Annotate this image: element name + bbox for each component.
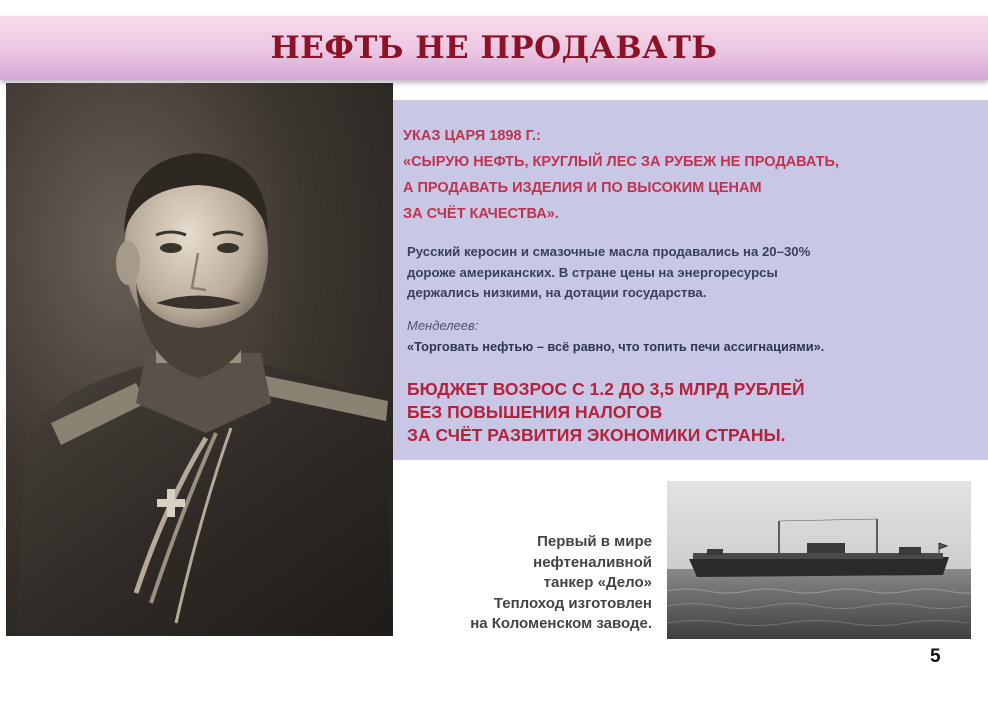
caption-line: на Коломенском заводе. xyxy=(470,615,652,632)
prices-line: Русский керосин и смазочные масла продавались на 20–30% xyxy=(407,244,811,259)
budget-line: БЕЗ ПОВЫШЕНИЯ НАЛОГОВ xyxy=(407,402,663,422)
title-bar xyxy=(0,16,988,80)
prices-text xyxy=(407,242,982,304)
decree-text xyxy=(403,123,983,227)
mendeleev-quote: «Торговать нефтью – всё равно, что топить печи ассигнациями». xyxy=(407,339,825,354)
caption-line: нефтеналивной xyxy=(533,553,652,571)
portrait-photo xyxy=(6,83,393,636)
decree-line: УКАЗ ЦАРЯ 1898 Г.: xyxy=(403,128,541,144)
tanker-photo xyxy=(667,481,971,639)
prices-line: держались низкими, на дотации государства. xyxy=(407,285,707,300)
mendeleev-label: Менделеев: xyxy=(407,318,479,333)
budget-text xyxy=(407,378,982,447)
budget-line: ЗА СЧЁТ РАЗВИТИЯ ЭКОНОМИКИ СТРАНЫ. xyxy=(407,425,786,445)
caption-line: Теплоход изготовлен xyxy=(493,594,652,612)
decree-line: ЗА СЧЁТ КАЧЕСТВА». xyxy=(403,206,559,222)
budget-line: БЮДЖЕТ ВОЗРОС С 1.2 ДО 3,5 МЛРД РУБЛЕЙ xyxy=(407,379,805,399)
page-number: 5 xyxy=(930,646,941,667)
decree-line: А ПРОДАВАТЬ ИЗДЕЛИЯ И ПО ВЫСОКИМ ЦЕНАМ xyxy=(403,180,762,196)
tanker-caption xyxy=(395,532,652,635)
decree-line: «СЫРУЮ НЕФТЬ, КРУГЛЫЙ ЛЕС ЗА РУБЕЖ НЕ ПРОДАВАТЬ, xyxy=(403,154,839,170)
slide-title: НЕФТЬ НЕ ПРОДАВАТЬ xyxy=(270,30,718,66)
prices-line: дороже американских. В стране цены на энергоресурсы xyxy=(407,264,778,280)
caption-line: танкер «Дело» xyxy=(543,574,652,591)
caption-line: Первый в мире xyxy=(537,533,652,550)
